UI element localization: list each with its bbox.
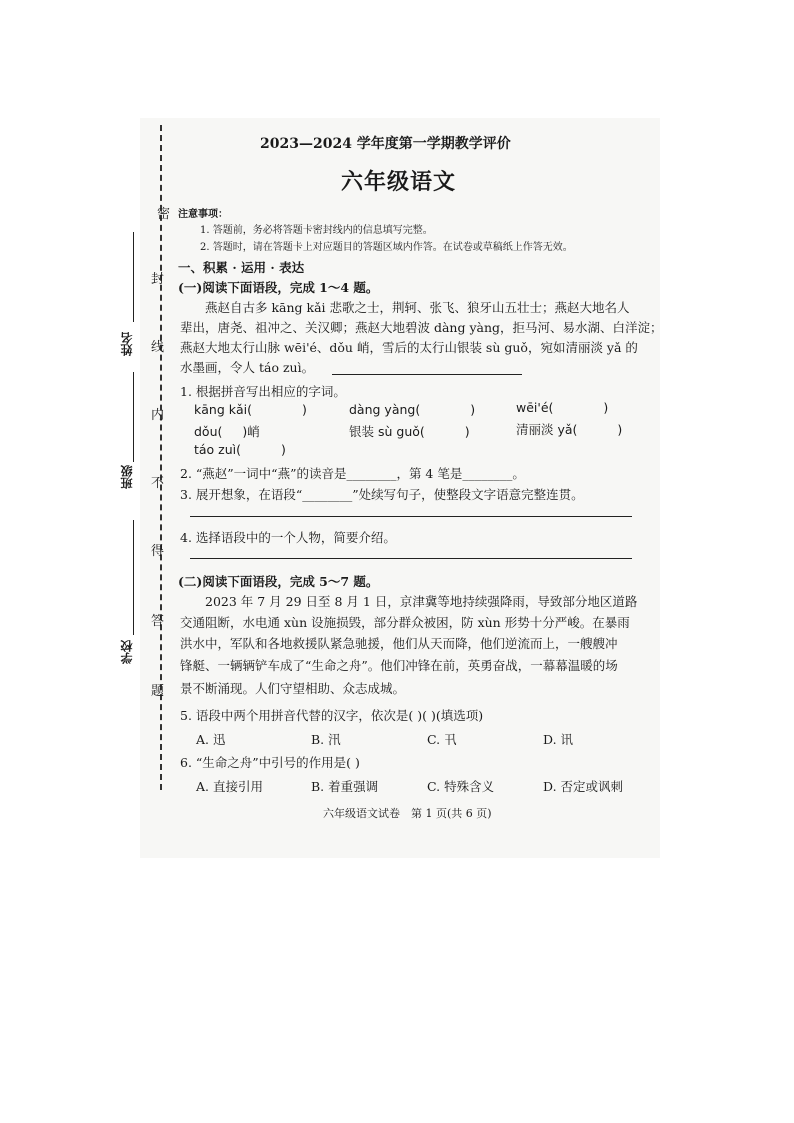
passage-line: 景不断涌现。人们守望相助、众志成城。 xyxy=(180,681,406,696)
q1-item xyxy=(194,422,260,440)
q1-item xyxy=(194,402,307,417)
q1-item xyxy=(194,442,286,457)
q5-option-c[interactable]: C. 卂 xyxy=(427,732,457,747)
q5-option-b[interactable]: B. 汛 xyxy=(311,732,341,747)
notice-item: 1. 答题前，务必将答题卡密封线内的信息填写完整。 xyxy=(200,225,433,236)
seal-char: 得 xyxy=(151,544,165,559)
class-label: 班级 xyxy=(120,465,134,489)
q1-item-pinyin: dǒu( xyxy=(194,424,223,439)
notice-heading: 注意事项： xyxy=(178,209,228,220)
q6-option-b[interactable]: B. 着重强调 xyxy=(311,779,379,794)
q1-item-suffix: ) xyxy=(464,424,470,439)
question-2: 2. “燕赵”一词中“燕”的读音是________，第 4 笔是________。 xyxy=(180,466,525,481)
q1-item-pinyin: 银装 sù guǒ( xyxy=(349,424,425,439)
name-field-line xyxy=(133,232,134,322)
q6-option-a[interactable]: A. 直接引用 xyxy=(196,779,263,794)
q1-item xyxy=(516,400,608,415)
q1-item-suffix: )峭 xyxy=(242,424,260,439)
seal-char: 答 xyxy=(151,614,165,629)
school-label: 学校 xyxy=(120,640,134,664)
part2-heading: (二)阅读下面语段，完成 5～7 题。 xyxy=(178,574,379,589)
seal-char: 线 xyxy=(151,340,165,355)
q1-item-suffix: ) xyxy=(301,402,307,417)
name-label: 姓名 xyxy=(120,332,134,356)
q1-item-suffix: ) xyxy=(603,400,609,415)
passage-line: 交通阻断，水电通 xùn 设施损毁，部分群众被困，防 xùn 形势十分严峻。在暴雨 xyxy=(180,615,630,630)
passage-line: 燕赵自古多 kāng kǎi 悲歌之士，荆轲、张飞、狼牙山五壮士；燕赵大地名人 xyxy=(205,300,630,315)
seal-char: 密 xyxy=(157,207,171,222)
question-4: 4. 选择语段中的一个人物，简要介绍。 xyxy=(180,530,396,545)
answer-line[interactable] xyxy=(190,558,632,559)
question-1: 1. 根据拼音写出相应的字词。 xyxy=(180,384,346,399)
term-title: 2023—2024 学年度第一学期教学评价 xyxy=(260,136,511,152)
q1-item xyxy=(516,420,622,438)
q1-item-pinyin: kāng kǎi( xyxy=(194,402,252,417)
passage-line: 洪水中，军队和各地救援队紧急驰援，他们从天而降，他们逆流而上，一艘艘冲 xyxy=(180,636,618,651)
q1-item-pinyin: dàng yàng( xyxy=(349,402,421,417)
part1-heading: (一)阅读下面语段，完成 1～4 题。 xyxy=(178,280,379,295)
section-heading: 一、积累 · 运用 · 表达 xyxy=(178,260,305,275)
answer-line[interactable] xyxy=(190,516,632,517)
q1-item-suffix: ) xyxy=(470,402,476,417)
q1-item xyxy=(349,422,470,440)
q1-item-pinyin: táo zuì( xyxy=(194,442,242,457)
passage-line: 锋艇、一辆辆铲车成了“生命之舟”。他们冲锋在前，英勇奋战，一幕幕温暖的场 xyxy=(180,658,618,673)
q1-item-suffix: ) xyxy=(617,422,623,437)
seal-char: 封 xyxy=(151,272,165,287)
question-5: 5. 语段中两个用拼音代替的汉字，依次是( )( )(填选项) xyxy=(180,708,484,723)
seal-char: 题 xyxy=(151,684,165,699)
q6-option-d[interactable]: D. 否定或讽刺 xyxy=(543,779,624,794)
passage-line: 燕赵大地太行山脉 wēi'é、dǒu 峭，雪后的太行山银装 sù guǒ，宛如清丽淡 yǎ 的 xyxy=(180,340,638,355)
class-field-line xyxy=(133,372,134,462)
q5-option-a[interactable]: A. 迅 xyxy=(196,732,226,747)
seal-char: 不 xyxy=(151,476,165,491)
passage-line: 2023 年 7 月 29 日至 8 月 1 日，京津冀等地持续强降雨，导致部分地区道路 xyxy=(205,594,638,609)
seal-char: 内 xyxy=(151,408,165,423)
question-6: 6. “生命之舟”中引号的作用是( ) xyxy=(180,755,360,770)
notice-item: 2. 答题时，请在答题卡上对应题目的答题区域内作答。在试卷或草稿纸上作答无效。 xyxy=(200,242,573,253)
q5-option-d[interactable]: D. 讯 xyxy=(543,732,574,747)
passage-line: 水墨画，令人 táo zuì。 xyxy=(180,360,315,375)
q1-item-pinyin: 清丽淡 yǎ( xyxy=(516,422,578,437)
passage-line: 辈出，唐尧、祖冲之、关汉卿；燕赵大地碧波 dàng yàng，拒马河、易水湖、白洋淀； xyxy=(180,320,663,335)
school-field-line xyxy=(133,520,134,635)
page-footer: 六年级语文试卷 第 1 页(共 6 页) xyxy=(323,807,492,820)
q1-item-suffix: ) xyxy=(281,442,286,457)
q1-item-pinyin: wēi'é( xyxy=(516,400,554,415)
subject-title: 六年级语文 xyxy=(341,169,457,195)
q6-option-c[interactable]: C. 特殊含义 xyxy=(427,779,495,794)
continuation-blank[interactable] xyxy=(332,374,522,375)
q1-item xyxy=(349,402,475,417)
question-3: 3. 展开想象，在语段“________”处续写句子，使整段文字语意完整连贯。 xyxy=(180,487,584,502)
